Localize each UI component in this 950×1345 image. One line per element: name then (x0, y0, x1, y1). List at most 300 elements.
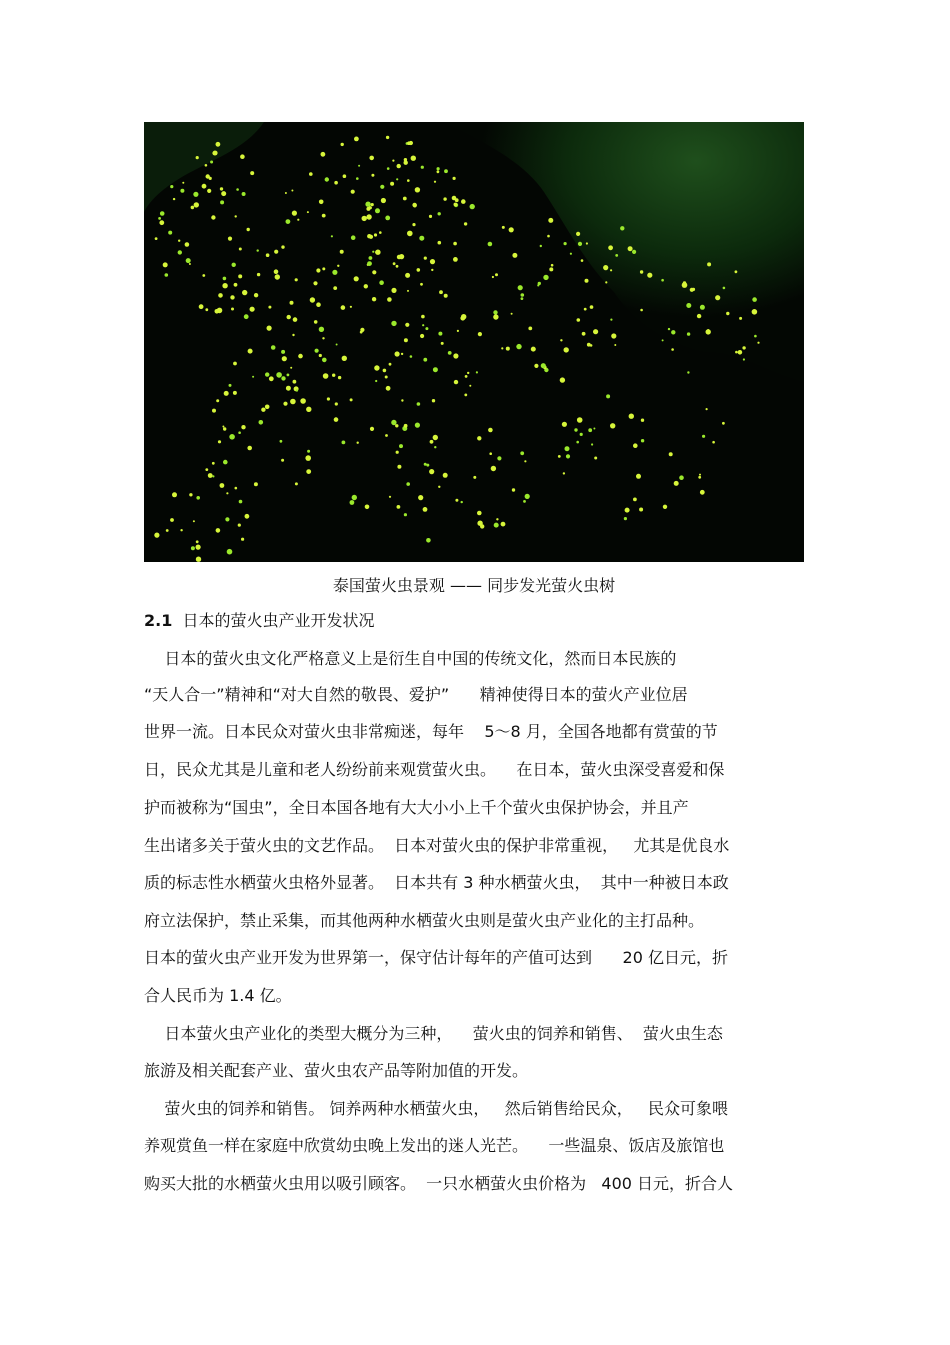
firefly-dot (624, 517, 627, 520)
firefly-dot (453, 257, 458, 262)
firefly-dot (757, 342, 759, 344)
firefly-dot (281, 459, 284, 462)
firefly-dot (516, 344, 521, 349)
firefly-dot (236, 188, 239, 191)
firefly-dot (356, 177, 359, 180)
firefly-dot (383, 369, 387, 373)
firefly-dot (425, 327, 428, 330)
firefly-dot (341, 143, 344, 146)
firefly-dot (615, 254, 618, 257)
firefly-dot (537, 284, 539, 286)
firefly-dot (286, 219, 291, 224)
firefly-dot (702, 435, 705, 438)
firefly-dot (671, 330, 675, 334)
firefly-dot (726, 312, 729, 315)
firefly-dot (319, 327, 324, 332)
firefly-dot (202, 184, 207, 189)
firefly-dot (591, 443, 593, 445)
firefly-dot (477, 521, 482, 526)
firefly-dot (426, 538, 431, 543)
firefly-dot (424, 463, 427, 466)
firefly-dot (218, 440, 221, 443)
firefly-dot (220, 483, 225, 488)
firefly-dot (257, 273, 260, 276)
firefly-dot (633, 443, 638, 448)
firefly-dot (488, 242, 493, 247)
firefly-dot (220, 200, 224, 204)
firefly-dot (593, 428, 595, 430)
firefly-dot (674, 481, 679, 486)
firefly-dot (218, 293, 223, 298)
firefly-dot (699, 474, 701, 476)
firefly-dot (154, 533, 159, 538)
firefly-dot (226, 492, 228, 494)
firefly-dot (228, 237, 232, 241)
firefly-dot (662, 339, 664, 341)
firefly-dot (404, 424, 408, 428)
firefly-dot (411, 156, 416, 161)
firefly-dot (722, 422, 725, 425)
firefly-dot (233, 362, 237, 366)
firefly-dot (186, 258, 191, 263)
firefly-dot (404, 513, 407, 516)
body-line: 护而被称为“国虫”，全日本国各地有大大小小上千个萤火虫保护协会，并且产 (144, 798, 689, 817)
firefly-dot (285, 192, 287, 194)
firefly-dot (193, 192, 198, 197)
firefly-dot (287, 315, 291, 319)
body-line: 生出诸多关于萤火虫的文艺作品。 日本对萤火虫的保护非常重视， 尤其是优良水 (144, 836, 730, 855)
firefly-dot (180, 529, 182, 531)
firefly-dot (189, 263, 191, 265)
firefly-dot (521, 297, 524, 300)
body-line: 合人民币为 1.4 亿。 (144, 986, 292, 1005)
firefly-tree-photo (144, 122, 804, 562)
firefly-dot (242, 192, 246, 196)
firefly-dot (523, 500, 526, 503)
firefly-dot (229, 384, 232, 387)
firefly-dot (189, 493, 192, 496)
firefly-dot (419, 236, 424, 241)
firefly-dot (223, 460, 228, 465)
firefly-dot (590, 305, 594, 309)
firefly-dot (316, 268, 320, 272)
firefly-dot (369, 156, 374, 161)
firefly-dot (593, 329, 598, 334)
firefly-dot (322, 214, 326, 218)
firefly-dot (570, 253, 572, 255)
firefly-dot (422, 324, 424, 326)
firefly-dot (235, 215, 237, 217)
firefly-dot (432, 399, 435, 402)
firefly-dot (242, 290, 247, 295)
firefly-dot (369, 256, 373, 260)
firefly-dot (620, 226, 624, 230)
firefly-dot (405, 323, 409, 327)
firefly-dot (493, 314, 498, 319)
firefly-dot (679, 475, 684, 480)
firefly-dot (415, 187, 420, 192)
firefly-dot (420, 334, 424, 338)
firefly-dot (223, 277, 227, 281)
firefly-dot (238, 274, 242, 278)
firefly-dot (172, 492, 177, 497)
firefly-dot (558, 455, 561, 458)
firefly-dot (366, 214, 371, 219)
firefly-dot (444, 169, 448, 173)
firefly-dot (391, 321, 396, 326)
firefly-dot (191, 206, 195, 210)
firefly-dot (407, 231, 413, 237)
firefly-dot (283, 402, 287, 406)
firefly-dot (565, 446, 570, 451)
body-line: 世界一流。日本民众对萤火虫非常痴迷，每年 5～8 月，全国各地都有赏萤的节 (144, 722, 718, 741)
firefly-dot (340, 250, 344, 254)
firefly-dot (387, 167, 390, 170)
firefly-dot (465, 375, 468, 378)
firefly-dot (248, 349, 253, 354)
firefly-dot (429, 469, 434, 474)
firefly-dot (712, 441, 715, 444)
firefly-dot (461, 199, 466, 204)
firefly-dot (379, 231, 382, 234)
firefly-dot (357, 442, 359, 444)
firefly-dot (669, 452, 673, 456)
firefly-dot (257, 249, 259, 251)
firefly-dot (448, 351, 452, 355)
body-line: 养观赏鱼一样在家庭中欣赏幼虫晚上发出的迷人光芒。 一些温泉、饭店及旅馆也 (144, 1136, 725, 1155)
firefly-dot (275, 274, 280, 279)
firefly-dot (160, 211, 165, 216)
firefly-dot (334, 181, 338, 185)
firefly-dot (697, 314, 701, 318)
firefly-dot (395, 351, 400, 356)
firefly-dot (185, 242, 190, 247)
firefly-dot (396, 178, 398, 180)
firefly-dot (582, 332, 586, 336)
firefly-dot (386, 136, 389, 139)
firefly-dot (234, 283, 238, 287)
firefly-dot (209, 177, 212, 180)
section-heading (144, 610, 375, 632)
firefly-dot (261, 408, 265, 412)
firefly-dot (525, 494, 530, 499)
firefly-dot (421, 315, 425, 319)
firefly-dot (341, 305, 346, 310)
firefly-dot (225, 517, 229, 521)
firefly-dot (492, 276, 494, 278)
firefly-dot (314, 320, 318, 324)
firefly-dot (281, 245, 284, 248)
firefly-dot (518, 285, 523, 290)
firefly-dot (216, 399, 219, 402)
firefly-dot (232, 263, 236, 267)
firefly-dot (409, 141, 413, 145)
firefly-dot (528, 327, 532, 331)
firefly-dot (687, 332, 690, 335)
firefly-dot (706, 329, 711, 334)
firefly-dot (735, 270, 738, 273)
firefly-dot (707, 262, 711, 266)
firefly-dot (350, 306, 352, 308)
firefly-dot (238, 524, 241, 527)
firefly-dot (196, 496, 200, 500)
firefly-dot (350, 500, 355, 505)
firefly-dot (668, 328, 670, 330)
firefly-dot (455, 499, 458, 502)
firefly-dot (415, 423, 420, 428)
section-number: 2.1 (144, 611, 173, 630)
firefly-dot (298, 354, 303, 359)
firefly-dot (332, 270, 337, 275)
firefly-dot (322, 337, 324, 339)
firefly-dot (196, 545, 201, 550)
firefly-dot (506, 347, 510, 351)
firefly-dot (250, 171, 254, 175)
firefly-dot (488, 428, 493, 433)
firefly-dot (541, 363, 546, 368)
firefly-dot (478, 332, 482, 336)
firefly-dot (574, 428, 577, 431)
firefly-dot (700, 305, 705, 310)
firefly-dot (752, 309, 758, 315)
firefly-dot (268, 306, 271, 309)
firefly-dot (641, 439, 644, 442)
firefly-dot (444, 294, 448, 298)
firefly-dot (290, 399, 296, 405)
firefly-dot (238, 431, 241, 434)
firefly-dot (180, 189, 184, 193)
firefly-dot (322, 358, 327, 363)
firefly-dot (401, 353, 403, 355)
firefly-dot (292, 211, 297, 216)
firefly-dot (240, 154, 245, 159)
firefly-dot (743, 358, 745, 360)
firefly-dot (461, 501, 463, 503)
firefly-dot (548, 218, 553, 223)
firefly-dot (397, 505, 401, 509)
firefly-dot (431, 269, 433, 271)
firefly-dot (407, 179, 410, 182)
firefly-dot (585, 279, 589, 283)
firefly-dot (401, 399, 403, 401)
firefly-dot (280, 440, 283, 443)
firefly-dot (208, 473, 213, 478)
firefly-dot (165, 273, 169, 277)
firefly-dot (754, 335, 757, 338)
firefly-dot (247, 446, 252, 451)
firefly-dot (404, 158, 407, 161)
firefly-dot (254, 482, 258, 486)
firefly-dot (453, 242, 457, 246)
firefly-dot (715, 295, 720, 300)
firefly-dot (706, 408, 708, 410)
firefly-dot (560, 377, 565, 382)
firefly-dot (586, 242, 588, 244)
firefly-dot (385, 216, 390, 221)
firefly-dot (229, 434, 235, 440)
firefly-dot (220, 187, 223, 190)
firefly-dot (629, 414, 634, 419)
firefly-dot (158, 217, 161, 220)
firefly-dot (531, 347, 536, 352)
firefly-dot (639, 508, 643, 512)
firefly-dot (315, 349, 319, 353)
firefly-dot (170, 185, 173, 188)
firefly-dot (424, 257, 427, 260)
firefly-dot (362, 216, 367, 221)
firefly-dot (752, 297, 757, 302)
firefly-dot (698, 476, 701, 479)
firefly-dot (389, 496, 391, 498)
firefly-dot (700, 490, 705, 495)
firefly-dot (191, 546, 195, 550)
firefly-dot (250, 307, 255, 312)
firefly-dot (323, 373, 329, 379)
firefly-dot (269, 376, 274, 381)
firefly-dot (223, 427, 226, 430)
firefly-dot (305, 455, 311, 461)
firefly-night-image (144, 122, 804, 562)
firefly-dot (306, 407, 311, 412)
firefly-dot (437, 167, 440, 170)
firefly-dot (245, 514, 250, 519)
firefly-dot (511, 313, 513, 315)
firefly-dot (216, 528, 221, 533)
firefly-dot (723, 287, 726, 290)
firefly-dot (212, 409, 216, 413)
firefly-dot (266, 253, 270, 257)
firefly-dot (316, 302, 321, 307)
firefly-dot (375, 208, 380, 213)
firefly-dot (640, 270, 643, 273)
firefly-dot (202, 274, 205, 277)
firefly-dot (335, 402, 338, 405)
firefly-dot (491, 466, 496, 471)
firefly-dot (418, 495, 423, 500)
firefly-dot (230, 295, 234, 299)
firefly-dot (307, 450, 310, 453)
firefly-dot (374, 233, 377, 236)
firefly-dot (159, 220, 164, 225)
firefly-dot (365, 202, 370, 207)
firefly-dot (405, 273, 410, 278)
firefly-dot (173, 198, 175, 200)
firefly-dot (370, 427, 374, 431)
firefly-dot (350, 398, 353, 401)
firefly-dot (671, 348, 674, 351)
firefly-dot (738, 350, 743, 355)
firefly-dot (196, 540, 199, 543)
firefly-dot (215, 309, 220, 314)
firefly-dot (453, 177, 456, 180)
firefly-dot (438, 332, 442, 336)
firefly-dot (332, 374, 335, 377)
firefly-dot (371, 174, 374, 177)
firefly-dot (322, 267, 325, 270)
firefly-dot (306, 469, 311, 474)
firefly-dot (423, 507, 428, 512)
firefly-dot (404, 338, 408, 342)
firefly-dot (375, 250, 380, 255)
firefly-dot (163, 262, 168, 267)
firefly-dot (166, 529, 169, 532)
firefly-dot (467, 372, 469, 374)
firefly-dot (452, 196, 457, 201)
firefly-dot (338, 376, 341, 379)
firefly-dot (375, 380, 377, 382)
firefly-dot (497, 456, 501, 460)
firefly-dot (389, 363, 392, 366)
firefly-dot (391, 420, 396, 425)
firefly-dot (412, 203, 416, 207)
firefly-dot (443, 197, 446, 200)
firefly-dot (540, 245, 542, 247)
firefly-dot (392, 160, 394, 162)
body-line: 萤火虫的饲养和销售。 饲养两种水栖萤火虫， 然后销售给民众， 民众可象喂 (144, 1099, 728, 1118)
firefly-dot (454, 203, 458, 207)
firefly-dot (577, 318, 581, 322)
firefly-dot (581, 259, 584, 262)
firefly-dot (417, 268, 421, 272)
firefly-dot (295, 482, 298, 485)
body-line: 日本的萤火虫文化严格意义上是衍生自中国的传统文化，然而日本民族的 (144, 649, 677, 668)
firefly-dot (212, 462, 215, 465)
body-line: 府立法保护，禁止采集，而其他两种水栖萤火虫则是萤火虫产业化的主打品种。 (144, 911, 705, 930)
firefly-dot (614, 344, 616, 346)
firefly-dot (351, 190, 355, 194)
firefly-dot (496, 518, 498, 520)
firefly-dot (464, 222, 467, 225)
firefly-dot (501, 522, 506, 527)
firefly-dot (364, 284, 368, 288)
firefly-dot (244, 314, 249, 319)
section-title: 日本的萤火虫产业开发状况 (182, 611, 375, 630)
firefly-dot (395, 424, 398, 427)
firefly-dot (420, 283, 423, 286)
firefly-dot (381, 198, 386, 203)
firefly-dot (287, 374, 290, 377)
firefly-dot (267, 326, 272, 331)
firefly-dot (397, 255, 402, 260)
firefly-dot (178, 240, 180, 242)
body-line: 日本的萤火虫产业开发为世界第一，保守估计每年的产值可达到 20 亿日元，折 (144, 948, 728, 967)
firefly-dot (560, 339, 562, 341)
firefly-dot (543, 275, 548, 280)
firefly-dot (286, 386, 291, 391)
firefly-dot (464, 394, 467, 397)
firefly-dot (168, 231, 172, 235)
firefly-dot (423, 358, 427, 362)
body-line: “天人合一”精神和“对大自然的敬畏、爱护” 精神使得日本的萤火产业位居 (144, 685, 688, 704)
firefly-dot (397, 465, 401, 469)
firefly-dot (211, 215, 215, 219)
firefly-dot (739, 317, 742, 320)
firefly-dot (663, 505, 667, 509)
firefly-dot (647, 273, 652, 278)
body-line: 旅游及相关配套产业、萤火虫农产品等附加值的开发。 (144, 1061, 529, 1080)
firefly-dot (403, 197, 407, 201)
firefly-dot (476, 371, 478, 373)
firefly-dot (735, 351, 738, 354)
firefly-dot (372, 270, 376, 274)
firefly-dot (406, 482, 410, 486)
firefly-dot (417, 402, 421, 406)
firefly-dot (241, 425, 245, 429)
firefly-dot (282, 356, 287, 361)
firefly-dot (441, 342, 444, 345)
firefly-dot (367, 261, 372, 266)
firefly-dot (254, 293, 258, 297)
